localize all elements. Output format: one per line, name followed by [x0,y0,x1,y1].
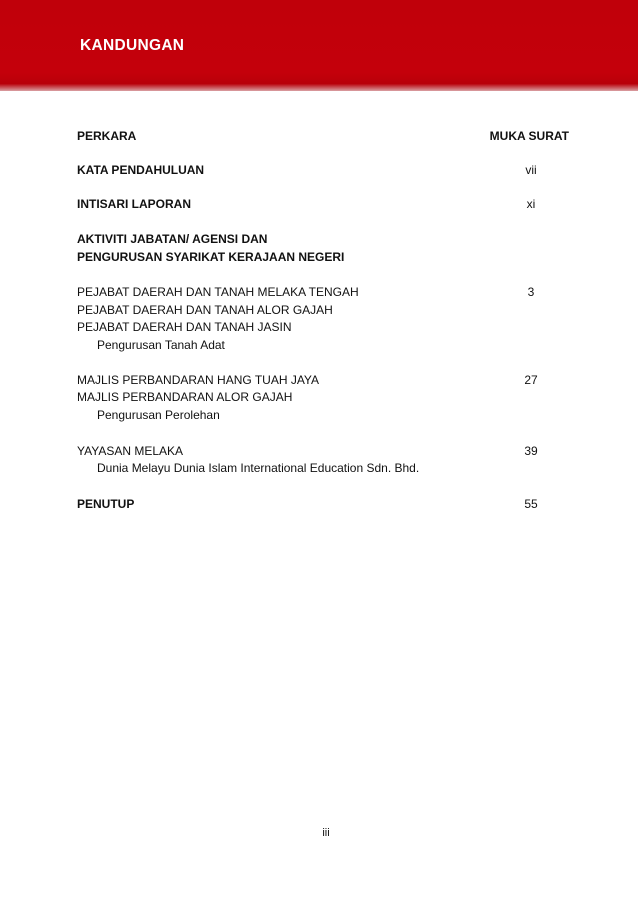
toc-entry-pejabat-alor-gajah: PEJABAT DAERAH DAN TANAH ALOR GAJAH [77,303,333,317]
toc-subentry-dunia-melayu: Dunia Melayu Dunia Islam International Education Sdn. Bhd. [97,461,420,475]
toc-entry-majlis-hang-tuah: MAJLIS PERBANDARAN HANG TUAH JAYA [77,373,320,387]
header-banner [0,0,638,91]
toc-page-yayasan: 39 [524,444,538,458]
toc-subentry-tanah-adat: Pengurusan Tanah Adat [97,338,225,352]
toc-entry-pejabat-melaka-tengah: PEJABAT DAERAH DAN TANAH MELAKA TENGAH [77,285,359,299]
column-header-muka-surat: MUKA SURAT [489,129,569,143]
column-header-perkara: PERKARA [77,129,137,143]
toc-entry-pejabat-jasin: PEJABAT DAERAH DAN TANAH JASIN [77,320,292,334]
toc-section-aktiviti-line1: AKTIVITI JABATAN/ AGENSI DAN [77,232,268,246]
toc-page-intisari: xi [526,197,536,211]
page-title: KANDUNGAN [80,37,185,54]
toc-entry-yayasan-melaka: YAYASAN MELAKA [77,444,184,458]
toc-section-aktiviti-line2: PENGURUSAN SYARIKAT KERAJAAN NEGERI [77,250,345,264]
toc-entry-majlis-alor-gajah: MAJLIS PERBANDARAN ALOR GAJAH [77,390,293,404]
toc-page-penutup: 55 [524,497,538,511]
toc-entry-intisari: INTISARI LAPORAN [77,197,191,211]
toc-entry-penutup: PENUTUP [77,497,135,511]
toc-page-kata-pendahuluan: vii [525,163,537,177]
toc-subentry-perolehan: Pengurusan Perolehan [97,408,220,422]
page-number: iii [322,827,330,839]
toc-entry-kata-pendahuluan: KATA PENDAHULUAN [77,163,205,177]
toc-page-majlis: 27 [524,373,538,387]
toc-page-pejabat: 3 [527,285,535,299]
